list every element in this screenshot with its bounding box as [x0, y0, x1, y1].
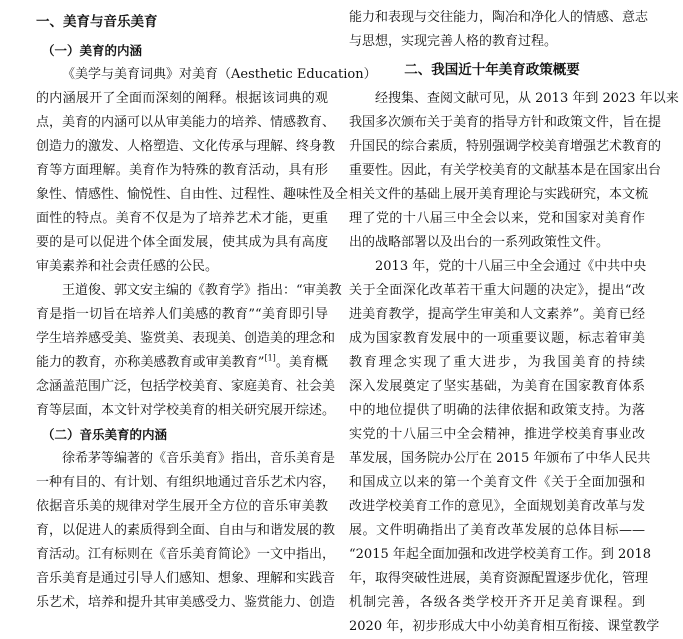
- text-line: 关于全面深化改革若干重大问题的决定》，提出“改: [349, 283, 645, 298]
- paragraph-3: [36, 447, 336, 615]
- text-line: 的内涵展开了全面而深刻的阐释。根据该词典的观: [36, 91, 328, 106]
- left-column: [36, 6, 377, 615]
- text-line: 升国民的综合素质，特别强调学校美育增强艺术教育的: [349, 139, 662, 154]
- text-line: 革发展，国务院办公厅在 2015 年颁布了中华人民共: [349, 451, 651, 466]
- text-line: 改进学校美育工作的意见》，全面规划美育改革与发: [349, 499, 645, 514]
- paragraph-continued: [349, 6, 649, 54]
- text-line: 王道俊、郭文安主编的《教育学》指出：“审美教: [62, 283, 342, 298]
- section-heading-2: 二、我国近十年美育政策概要: [404, 62, 580, 78]
- text-line: 与思想，实现完善人格的教育过程。: [349, 34, 558, 49]
- text-line: 一种有目的、有计划、有组织地通过音乐艺术内容，: [36, 475, 336, 490]
- text-line: 2013 年，党的十八届三中全会通过《中共中央: [375, 259, 647, 274]
- text-line: 育等层面，本文针对学校美育的相关研究展开综述。: [36, 403, 336, 418]
- text-line: 理了党的十八届三中全会以来，党和国家对美育作: [349, 211, 645, 226]
- text-line: “2015 年起全面加强和改进学校美育工作。到 2018: [349, 547, 652, 562]
- text-line: 我国多次颁布关于美育的指导方针和政策文件，旨在提: [349, 115, 662, 130]
- text-line: 成为国家教育发展中的一项重要议题，标志着审美: [349, 331, 645, 346]
- text-line: 展。文件明确指出了美育改革发展的总体目标——: [349, 523, 645, 538]
- paragraph-2: [36, 279, 342, 423]
- text-line: 2020 年，初步形成大中小幼美育相互衔接、课堂教学: [349, 619, 660, 634]
- text-line: 实党的十八届三中全会精神，推进学校美育事业改: [349, 427, 645, 442]
- text-line: 出的战略部署以及出台的一系列政策性文件。: [349, 235, 610, 250]
- text-line: 乐艺术，培养和提升其审美感受力、鉴赏能力、创造: [36, 595, 336, 610]
- subsection-heading-2: （二）音乐美育的内涵: [42, 427, 168, 442]
- text-line: 育是指一切旨在培养人们美感的教育”“美育即引导: [36, 307, 328, 322]
- text-line: 育等方面理解。美育作为特殊的教育活动，具有形: [36, 163, 328, 178]
- paragraph-5: [349, 255, 660, 639]
- text-line: 能力和表现与交往能力，陶冶和净化人的情感、意志: [349, 10, 649, 25]
- text-line: 相关文件的基础上展开美育理论与实践研究，本文梳: [349, 187, 649, 202]
- text-line: 深入发展奠定了坚实基础，为美育在国家教育体系: [349, 379, 645, 394]
- paragraph-4: [349, 87, 679, 255]
- text-line: 创造力的激发、人格塑造、文化传承与理解、终身教: [36, 139, 336, 154]
- text-line: 教育理念实现了重大进步，为我国美育的持续: [349, 355, 645, 370]
- text-line: 审美素养和社会责任感的公民。: [36, 259, 219, 274]
- text-line: 象性、情感性、愉悦性、自由性、过程性、趣味性及全: [36, 187, 349, 202]
- text-line: 经搜集、查阅文献可见，从 2013 年到 2023 年以来: [375, 91, 679, 106]
- text-line: 徐希茅等编著的《音乐美育》指出，音乐美育是: [62, 451, 336, 466]
- text-line: 点，美育的内涵可以从审美能力的培养、情感教育、: [36, 115, 336, 130]
- text-segment: 。美育概: [275, 355, 328, 370]
- text-line: 年，取得突破性进展，美育资源配置逐步优化，管理: [349, 571, 649, 586]
- text-line: 面性的特点。美育不仅是为了培养艺术才能，更重: [36, 211, 328, 226]
- text-line: 育活动。江有标则在《音乐美育简论》一文中指出，: [36, 547, 336, 562]
- text-line: 育，以促进人的素质得到全面、自由与和谐发展的教: [36, 523, 336, 538]
- right-column: [349, 6, 679, 639]
- text-line: 音乐美育是通过引导人们感知、想象、理解和实践音: [36, 571, 336, 586]
- paragraph-1: [36, 63, 377, 279]
- citation-ref: [1]: [264, 353, 276, 363]
- text-line: 《美学与美育词典》对美育（Aesthetic Education）: [62, 67, 377, 82]
- text-line: 重要性。因此，有关学校美育的文献基本是在国家出台: [349, 163, 662, 178]
- text-line-with-citation: [36, 351, 328, 375]
- text-line: 学生培养感受美、鉴赏美、表现美、创造美的理念和: [36, 331, 336, 346]
- subsection-heading-1: （一）美育的内涵: [42, 43, 143, 58]
- text-line: 和国成立以来的第一个美育文件《关于全面加强和: [349, 475, 645, 490]
- text-line: 机制完善，各级各类学校开齐开足美育课程。到: [349, 595, 645, 610]
- text-line: 依据音乐美的规律对学生展开全方位的音乐审美教: [36, 499, 328, 514]
- text-line: 要的是可以促进个体全面发展，使其成为具有高度: [36, 235, 328, 250]
- section-heading-1: 一、美育与音乐美育: [36, 14, 158, 30]
- text-line: 中的地位提供了明确的法律依据和政策支持。为落: [349, 403, 645, 418]
- text-line: 进美育教学，提高学生审美和人文素养”。美育已经: [349, 307, 645, 322]
- text-line: 念涵盖范围广泛，包括学校美育、家庭美育、社会美: [36, 379, 336, 394]
- text-segment: 能力的教育，亦称美感教育或审美教育”: [36, 355, 265, 370]
